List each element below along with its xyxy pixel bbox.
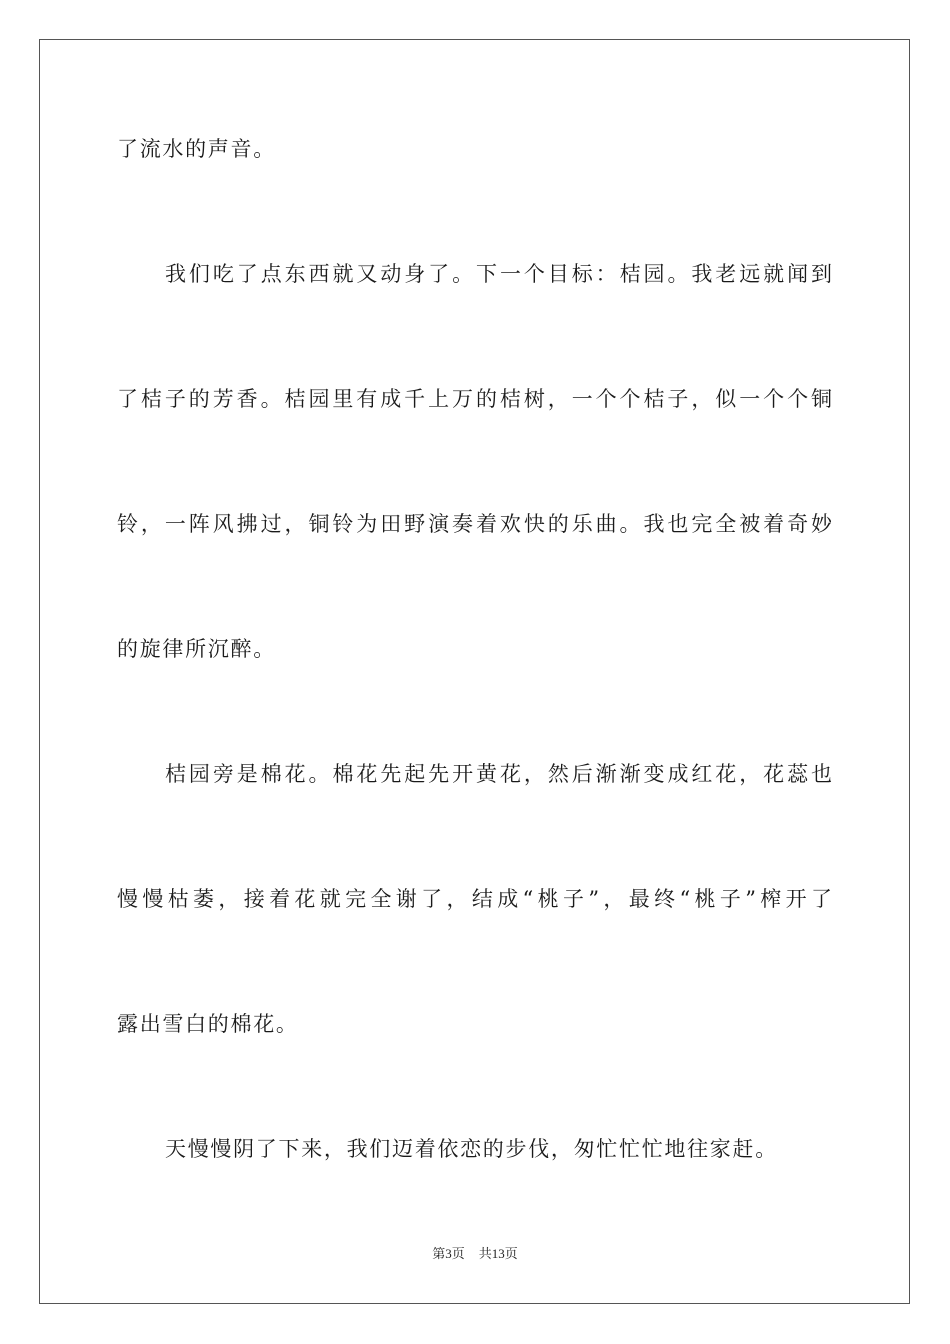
page-number: 第3页 (432, 1246, 465, 1261)
text-line-7: 慢慢枯萎，接着花就完全谢了，结成“桃子”，最终“桃子”榨开了 (117, 887, 832, 911)
page-footer (0, 1246, 950, 1262)
page-frame (39, 39, 910, 1304)
page-total: 共13页 (478, 1246, 518, 1261)
paragraph-start-line: 桔园旁是棉花。棉花先起先开黄花，然后渐渐变成红花，花蕊也 (165, 762, 832, 786)
paragraph-start-line: 天慢慢阴了下来，我们迈着依恋的步伐，匆忙忙忙地往家赶。 (165, 1137, 778, 1161)
text-line-1: 了流水的声音。 (117, 137, 276, 161)
text-line-8: 露出雪白的棉花。 (117, 1012, 299, 1036)
text-line-3: 了桔子的芳香。桔园里有成千上万的桔树，一个个桔子，似一个个铜 (117, 387, 832, 411)
text-line-5: 的旋律所沉醉。 (117, 637, 276, 661)
text-line-4: 铃，一阵风拂过，铜铃为田野演奏着欢快的乐曲。我也完全被着奇妙 (117, 512, 832, 536)
paragraph-start-line: 我们吃了点东西就又动身了。下一个目标：桔园。我老远就闻到 (165, 262, 832, 286)
